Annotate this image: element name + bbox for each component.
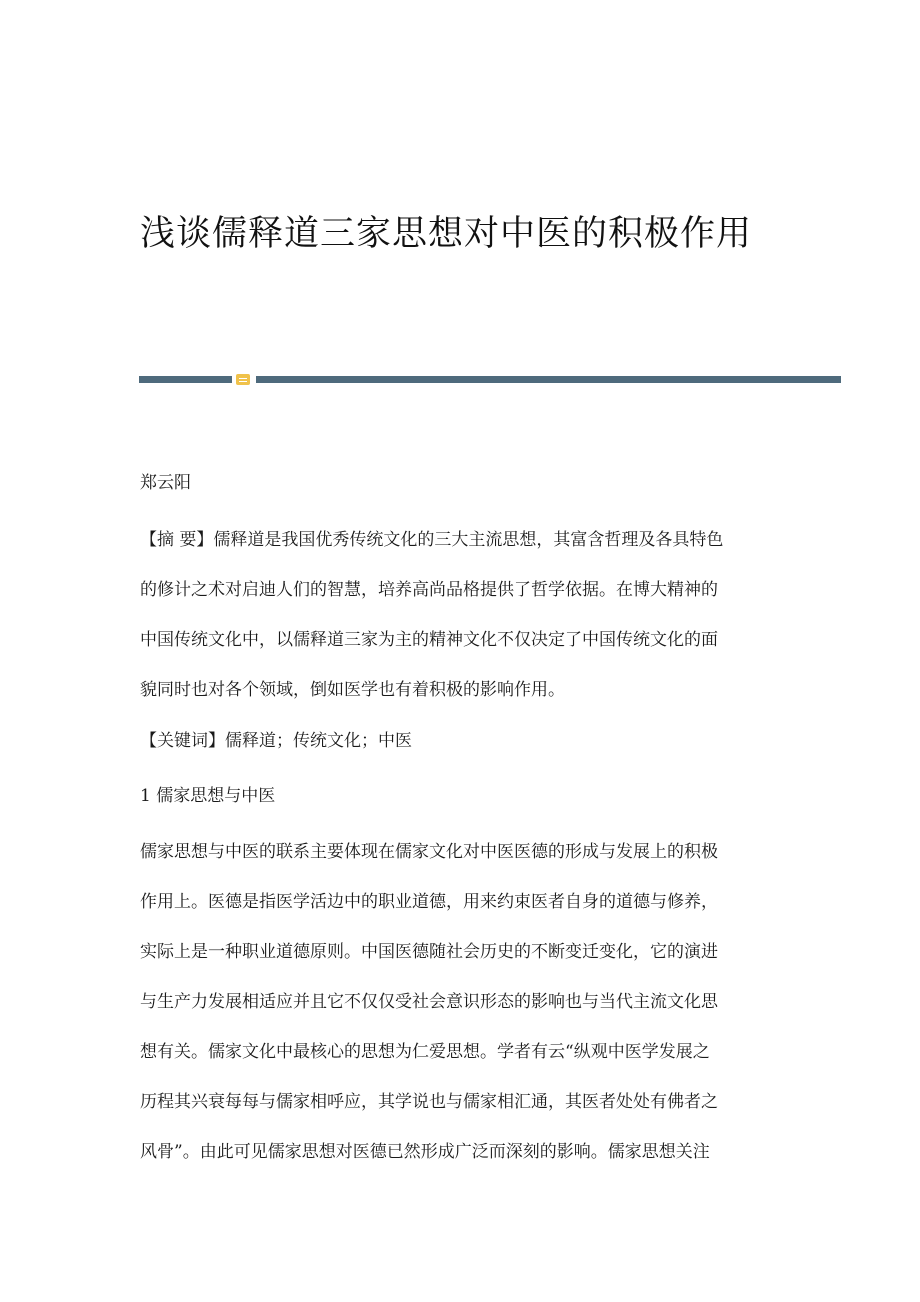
divider-bar-right (256, 376, 841, 383)
body-line: 风骨”。由此可见儒家思想对医德已然形成广泛而深刻的影响。儒家思想关注 (140, 1142, 710, 1162)
body-line: 实际上是一种职业道德原则。中国医德随社会历史的不断变迁变化，它的演进 (140, 942, 718, 962)
body-line: 想有关。儒家文化中最核心的思想为仁爱思想。学者有云“纵观中医学发展之 (140, 1042, 710, 1062)
body-line: 作用上。医德是指医学活边中的职业道德，用来约束医者自身的道德与修养， (140, 892, 718, 912)
body-line: 儒家思想与中医的联系主要体现在儒家文化对中医医德的形成与发展上的积极 (140, 842, 718, 862)
abstract-line: 中国传统文化中，以儒释道三家为主的精神文化不仅决定了中国传统文化的面 (140, 630, 718, 650)
section-heading-text: 1 儒家思想与中医 (140, 786, 276, 806)
body-line: 与生产力发展相适应并且它不仅仅受社会意识形态的影响也与当代主流文化思 (140, 992, 718, 1012)
abstract-line: 貌同时也对各个领域，倒如医学也有着积极的影响作用。 (140, 680, 565, 700)
body-line: 历程其兴衰每每与儒家相呼应，其学说也与儒家相汇通，其医者处处有佛者之 (140, 1092, 718, 1112)
title-divider (139, 374, 841, 386)
abstract-line: 【摘 要】儒释道是我国优秀传统文化的三大主流思想，其富含哲理及各具特色 (140, 530, 724, 550)
divider-bar-left (139, 376, 232, 383)
author-name: 郑云阳 (140, 473, 191, 493)
abstract-line: 的修计之术对启迪人们的智慧，培养高尚品格提供了哲学依据。在博大精神的 (140, 580, 718, 600)
page-title: 浅谈儒释道三家思想对中医的积极作用 (140, 214, 753, 254)
keywords-line: 【关键词】儒释道；传统文化；中医 (140, 731, 412, 751)
divider-ornament-icon (236, 374, 250, 385)
